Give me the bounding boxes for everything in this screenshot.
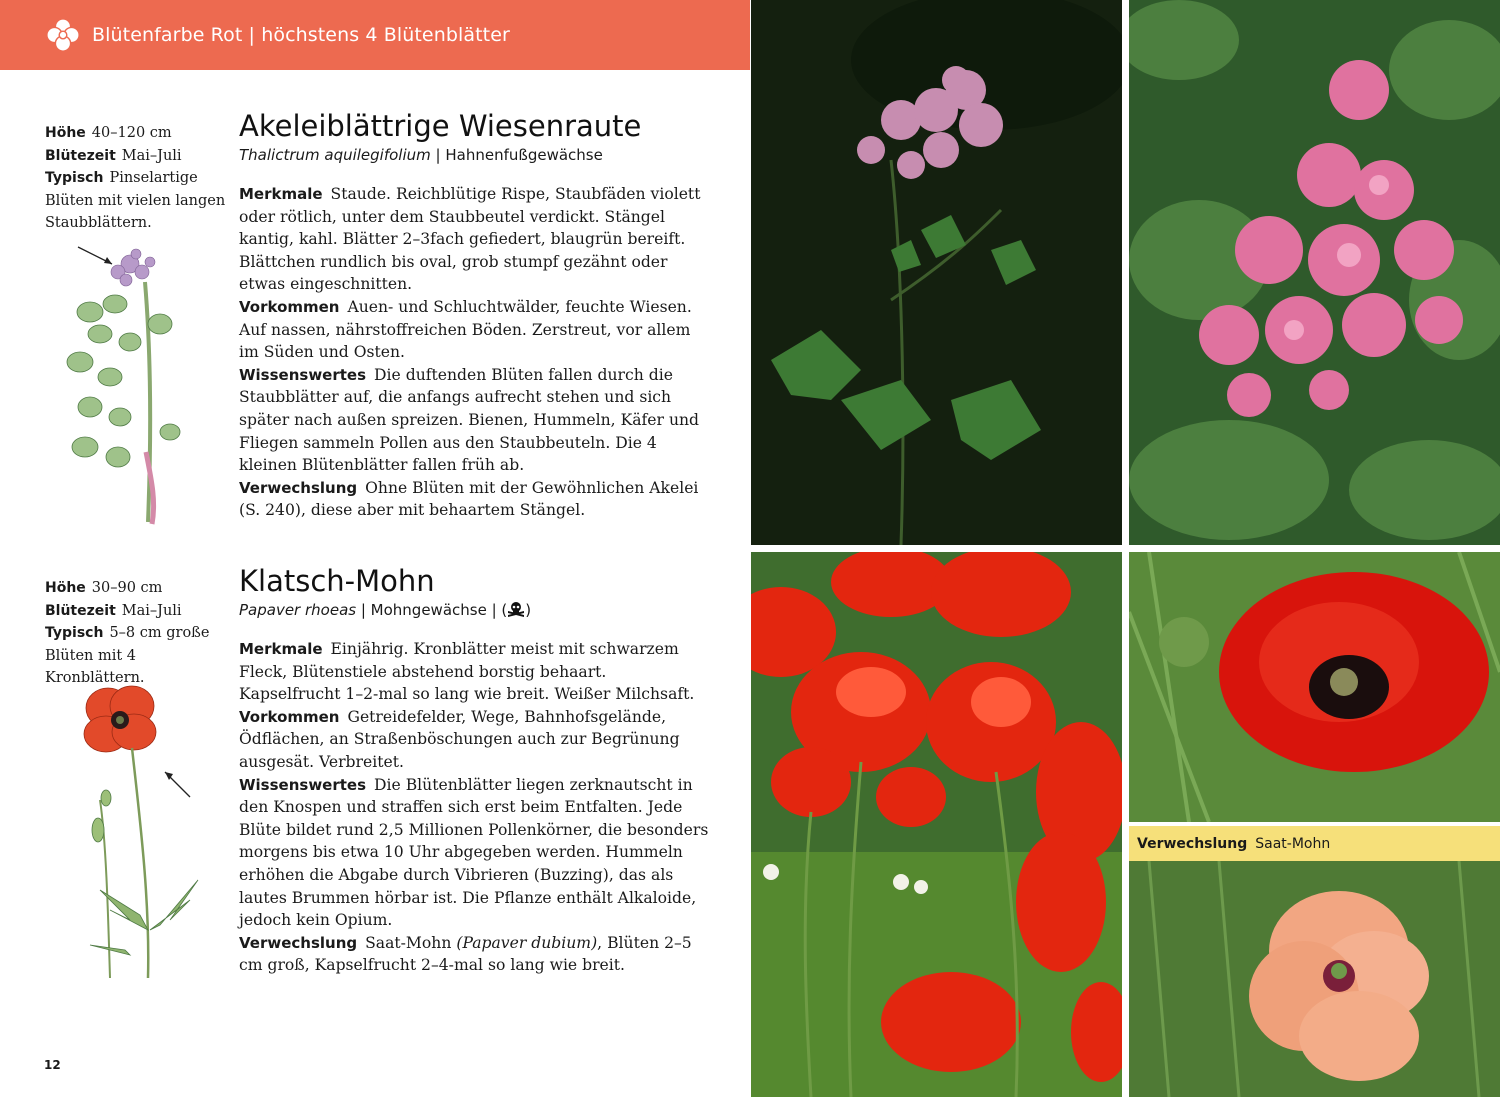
plant-taxonomy: Thalictrum aquilegifolium | Hahnenfußgewächse — [239, 146, 603, 164]
typical-value: Pinselartige Blüten mit vielen langen Staubblättern. — [45, 170, 226, 232]
klatsch-mohn-illustration — [70, 680, 205, 980]
skull-crossbones-icon — [507, 600, 525, 618]
verwechslung-rest: , Blüten 2–5 cm groß, Kapselfrucht 2–4-mal so lang wie breit. — [239, 933, 692, 975]
caption-text: Saat-Mohn — [1255, 835, 1331, 852]
vorkommen-text: Auen- und Schluchtwälder, feuchte Wiesen. Auf nassen, nährstoffreichen Böden. Zerstreut, vor allem im Süden und Osten. — [239, 297, 692, 362]
quick-facts — [45, 122, 230, 235]
bloom-value: Mai–Juli — [121, 147, 182, 164]
photo-wiesenraute-flowers — [1129, 0, 1500, 545]
verwechslung-label: Verwechslung — [239, 478, 358, 497]
verwechslung-latin: (Papaver dubium) — [456, 933, 598, 952]
plant-body-text — [239, 638, 709, 977]
wissenswertes-label: Wissenswertes — [239, 365, 367, 384]
plant-body-text — [239, 183, 709, 522]
plant-description — [239, 562, 709, 977]
wissenswertes-text: Die Blütenblätter liegen zerknautscht in den Knospen und straffen sich erst beim Entfalten. Jede Blüte bildet rund 2,5 Millionen Pollenkörner, die besonders morgens bis etwa 10 Uhr abgegeben werden. Hummeln erhöhen die Abgabe durch Vibrieren (Buzzing), das als lautes Brummen hörbar ist. Die Pflanze enthält Alkaloide, jedoch kein Opium. — [239, 775, 709, 930]
plant-latin-name: Thalictrum aquilegifolium — [239, 146, 431, 164]
vorkommen-text: Getreidefelder, Wege, Bahnhofsgelände, Ödflächen, an Straßenböschungen auch zur Begrünung ausgesät. Verbreitet. — [239, 707, 680, 771]
merkmale-label: Merkmale — [239, 185, 323, 203]
vorkommen-label: Vorkommen — [239, 707, 340, 726]
plant-common-name: Klatsch-Mohn — [239, 564, 435, 598]
plant-common-name: Akeleiblättrige Wiesenraute — [239, 109, 642, 143]
toxic-open: ( — [501, 601, 508, 619]
section-color: Blütenfarbe Rot — [92, 24, 243, 46]
photo-caption-verwechslung — [1129, 826, 1500, 861]
four-petal-clover-icon — [44, 16, 82, 54]
verwechslung-text: Saat-Mohn — [365, 933, 452, 952]
plant-family: Mohngewächse — [370, 601, 487, 619]
photo-klatsch-mohn-closeup — [1129, 552, 1500, 822]
wiesenraute-illustration — [60, 242, 200, 527]
height-label: Höhe — [45, 125, 86, 141]
wissenswertes-label: Wissenswertes — [239, 775, 367, 794]
height-value: 40–120 cm — [91, 125, 172, 141]
wissenswertes-text: Die duftenden Blüten fallen durch die Staubblätter auf, die anfangs aufrecht stehen und sich später nach außen spreizen. Bienen, Hummeln, Käfer und Fliegen sammeln Pollen aus den Staubbeuteln. Die 4 kleinen Blütenblätter fallen früh ab. — [239, 365, 700, 475]
photo-wiesenraute-plant — [751, 0, 1122, 545]
verwechslung-label: Verwechslung — [239, 933, 358, 952]
vorkommen-label: Vorkommen — [239, 297, 340, 316]
bloom-label: Blütezeit — [45, 602, 116, 619]
page-number: 12 — [44, 1058, 61, 1072]
quick-facts — [45, 577, 230, 690]
caption-label: Verwechslung — [1137, 835, 1248, 852]
typical-label: Typisch — [45, 625, 104, 642]
section-title — [92, 24, 510, 46]
plant-taxonomy: Papaver rhoeas | Mohngewächse | ( ) — [239, 601, 532, 619]
section-separator: | — [248, 24, 256, 46]
merkmale-label: Merkmale — [239, 640, 323, 658]
section-petals: höchstens 4 Blütenblätter — [261, 24, 510, 46]
typical-label: Typisch — [45, 170, 104, 187]
merkmale-text: Einjährig. Kronblätter meist mit schwarzem Fleck, Blütenstiele abstehend borstig behaart. Kapselfrucht 1–2-mal so lang wie breit. Weißer Milchsaft. — [239, 640, 695, 704]
photo-klatsch-mohn-field — [751, 552, 1122, 1097]
merkmale-text: Staude. Reichblütige Rispe, Staubfäden violett oder rötlich, unter dem Staubbeutel verdickt. Stängel kantig, kahl. Blätter 2–3fach gefiedert, blaugrün bereift. Blättchen rundlich bis oval, grob stumpf gezähnt oder etwas eingeschnitten. — [239, 185, 701, 294]
photo-saat-mohn — [1129, 861, 1500, 1097]
section-header — [0, 0, 750, 70]
typical-value: 5–8 cm große Blüten mit 4 Kronblättern. — [45, 625, 210, 687]
height-label: Höhe — [45, 580, 86, 596]
plant-latin-name: Papaver rhoeas — [239, 601, 357, 619]
bloom-value: Mai–Juli — [121, 602, 182, 619]
plant-family: Hahnenfußgewächse — [445, 146, 603, 164]
verwechslung-text: Ohne Blüten mit der Gewöhnlichen Akelei (S. 240), diese aber mit behaartem Stängel. — [239, 478, 699, 520]
bloom-label: Blütezeit — [45, 147, 116, 164]
plant-description — [239, 107, 709, 522]
toxic-close: ) — [525, 601, 532, 619]
height-value: 30–90 cm — [91, 580, 163, 596]
